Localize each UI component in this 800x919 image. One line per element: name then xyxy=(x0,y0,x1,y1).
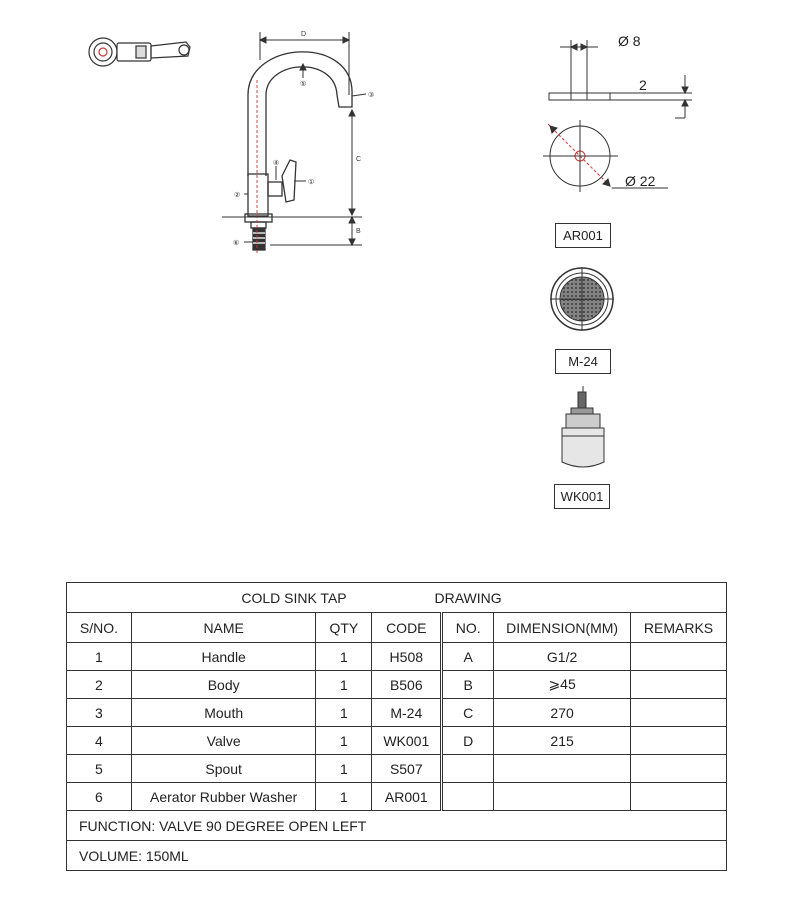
cell-code: H508 xyxy=(372,643,442,671)
cell-sno: 3 xyxy=(67,699,132,727)
callout-5: ⑤ xyxy=(300,81,307,88)
washer-labels xyxy=(618,33,656,189)
cell-sno: 5 xyxy=(67,755,132,783)
cell-dimension xyxy=(494,755,631,783)
table-row xyxy=(67,699,727,727)
diameter-8-label: Ø 8 xyxy=(618,33,641,49)
cell-no xyxy=(442,755,494,783)
table-row xyxy=(67,727,727,755)
cell-sno: 1 xyxy=(67,643,132,671)
dim-c-label: C xyxy=(356,156,362,163)
cell-remarks xyxy=(631,671,727,699)
tap-top-view xyxy=(89,38,190,66)
part-label-ar001: AR001 xyxy=(555,223,611,248)
cell-name: Spout xyxy=(131,755,316,783)
spec-table xyxy=(66,582,727,871)
table-title: COLD SINK TAP xyxy=(241,589,347,606)
diameter-22-label: Ø 22 xyxy=(625,173,656,189)
callout-1: ① xyxy=(308,179,315,186)
callout-4: ④ xyxy=(273,160,280,167)
cell-dimension: 270 xyxy=(494,699,631,727)
header-code: CODE xyxy=(372,613,442,643)
table-row xyxy=(67,671,727,699)
cell-sno: 4 xyxy=(67,727,132,755)
dim-b-label: B xyxy=(356,228,361,235)
cartridge-drawing xyxy=(562,386,604,467)
callout-6: ⑥ xyxy=(233,240,240,247)
cell-name: Aerator Rubber Washer xyxy=(131,783,316,811)
header-remarks: REMARKS xyxy=(631,613,727,643)
table-title-row xyxy=(67,583,727,613)
cell-name: Valve xyxy=(131,727,316,755)
table-row xyxy=(67,755,727,783)
cell-sno: 6 xyxy=(67,783,132,811)
cell-code: WK001 xyxy=(372,727,442,755)
function-note: FUNCTION: VALVE 90 DEGREE OPEN LEFT xyxy=(67,811,727,841)
callout-2: ② xyxy=(234,192,241,199)
cell-name: Body xyxy=(131,671,316,699)
cell-no: A xyxy=(442,643,494,671)
part-label-wk001: WK001 xyxy=(554,484,610,509)
cell-code: AR001 xyxy=(372,783,442,811)
cell-no: B xyxy=(442,671,494,699)
cell-code: S507 xyxy=(372,755,442,783)
part-label-m24: M-24 xyxy=(555,349,611,374)
cell-name: Mouth xyxy=(131,699,316,727)
cell-qty: 1 xyxy=(316,671,372,699)
cell-no: C xyxy=(442,699,494,727)
header-dimension: DIMENSION(MM) xyxy=(494,613,631,643)
washer-drawing xyxy=(543,40,692,192)
cell-dimension xyxy=(494,783,631,811)
header-no: NO. xyxy=(442,613,494,643)
header-qty: QTY xyxy=(316,613,372,643)
cell-qty: 1 xyxy=(316,643,372,671)
cell-remarks xyxy=(631,755,727,783)
cell-qty: 1 xyxy=(316,727,372,755)
cell-dimension: 215 xyxy=(494,727,631,755)
volume-note: VOLUME: 150ML xyxy=(67,841,727,871)
cell-dimension: G1/2 xyxy=(494,643,631,671)
cell-remarks xyxy=(631,783,727,811)
dim-d-label: D xyxy=(301,31,307,38)
table-row xyxy=(67,643,727,671)
cell-dimension: ⩾45 xyxy=(494,671,631,699)
cell-remarks xyxy=(631,727,727,755)
header-sno: S/NO. xyxy=(67,613,132,643)
callout-3: ③ xyxy=(368,92,375,99)
table-subtitle: DRAWING xyxy=(434,589,502,606)
thickness-label: 2 xyxy=(639,77,647,93)
cell-qty: 1 xyxy=(316,755,372,783)
table-row xyxy=(67,783,727,811)
cell-qty: 1 xyxy=(316,783,372,811)
tap-side-view xyxy=(245,52,352,255)
cell-sno: 2 xyxy=(67,671,132,699)
cell-no xyxy=(442,783,494,811)
cell-code: B506 xyxy=(372,671,442,699)
aerator-drawing xyxy=(550,267,614,331)
cell-qty: 1 xyxy=(316,699,372,727)
cell-no: D xyxy=(442,727,494,755)
header-row xyxy=(67,613,727,643)
cell-remarks xyxy=(631,699,727,727)
cell-code: M-24 xyxy=(372,699,442,727)
dimension-lines xyxy=(222,32,366,245)
header-name: NAME xyxy=(131,613,316,643)
cell-name: Handle xyxy=(131,643,316,671)
cell-remarks xyxy=(631,643,727,671)
